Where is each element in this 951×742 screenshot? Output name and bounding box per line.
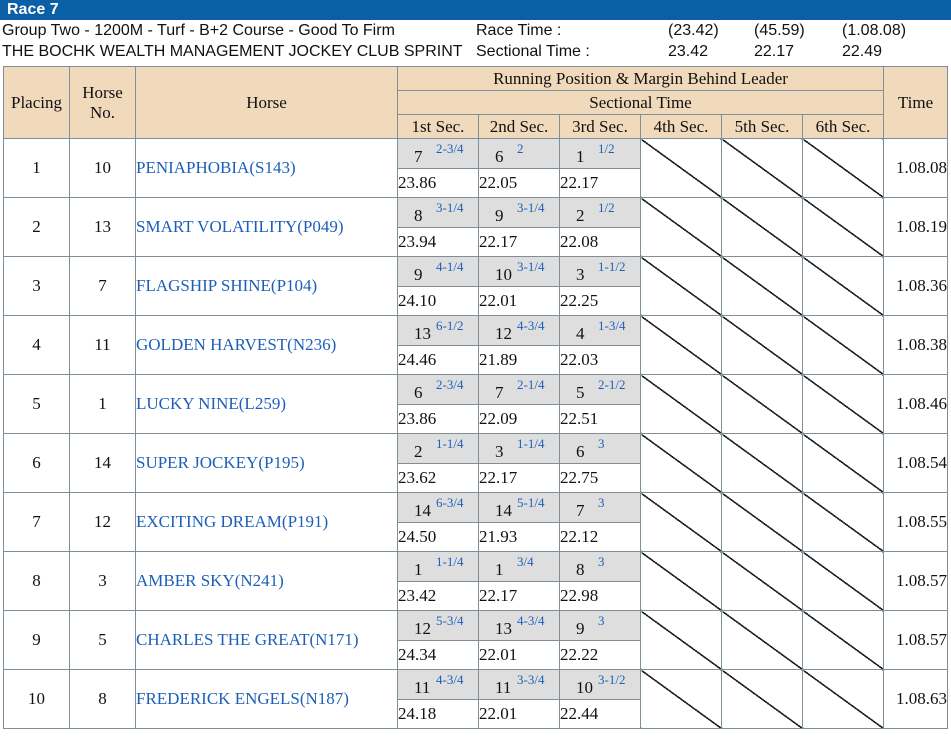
empty-section-cell: [722, 139, 803, 198]
horse-no-cell: 7: [70, 257, 136, 316]
sectional-time-cell: 22.17: [560, 169, 641, 198]
running-position-cell: [560, 375, 641, 405]
horse-link[interactable]: CHARLES THE GREAT(N171): [136, 630, 359, 649]
horse-link[interactable]: EXCITING DREAM(P191): [136, 512, 329, 531]
empty-section-cell: [803, 493, 884, 552]
margin-value: 5-1/4: [517, 495, 545, 510]
position-value: 3: [576, 265, 585, 284]
placing-cell: 6: [4, 434, 70, 493]
horse-link[interactable]: LUCKY NINE(L259): [136, 394, 286, 413]
empty-section-cell: [803, 257, 884, 316]
horse-no-header: Horse No.: [70, 67, 136, 139]
position-value: 9: [576, 619, 585, 638]
running-position-cell: [479, 198, 560, 228]
table-row: [4, 552, 948, 582]
running-position-cell: [479, 611, 560, 641]
horse-no-cell: 13: [70, 198, 136, 257]
table-row: [4, 670, 948, 700]
running-position-cell: [398, 611, 479, 641]
race-time-2: (45.59): [754, 22, 805, 39]
position-value: 7: [495, 383, 504, 402]
running-position-cell: [479, 375, 560, 405]
running-position-cell: [398, 434, 479, 464]
running-position-cell: [398, 552, 479, 582]
horse-no-cell: 11: [70, 316, 136, 375]
race-title-bar: [0, 0, 951, 20]
running-position-cell: [479, 552, 560, 582]
empty-section-cell: [641, 611, 722, 670]
position-value: 5: [576, 383, 585, 402]
horse-cell: [136, 198, 398, 257]
empty-section-cell: [641, 552, 722, 611]
running-position-header: Running Position & Margin Behind Leader: [398, 67, 884, 91]
position-value: 7: [414, 147, 423, 166]
results-body: [4, 139, 948, 729]
placing-cell: 3: [4, 257, 70, 316]
margin-value: 1-1/2: [598, 259, 626, 274]
margin-value: 4-1/4: [436, 259, 464, 274]
margin-value: 3: [598, 613, 605, 628]
empty-section-cell: [803, 434, 884, 493]
horse-no-cell: 5: [70, 611, 136, 670]
finish-time-cell: 1.08.54: [884, 434, 948, 493]
sectional-time-cell: 22.12: [560, 523, 641, 552]
margin-value: 3-1/4: [517, 259, 545, 274]
margin-value: 2-3/4: [436, 377, 464, 392]
position-value: 8: [576, 560, 585, 579]
position-value: 10: [576, 678, 593, 697]
sectional-time-cell: 22.08: [560, 228, 641, 257]
position-value: 7: [576, 501, 585, 520]
position-value: 13: [495, 619, 512, 638]
sectional-time-cell: 23.62: [398, 464, 479, 493]
horse-header: Horse: [136, 67, 398, 139]
running-position-cell: [560, 316, 641, 346]
sectional-time-cell: 21.93: [479, 523, 560, 552]
horse-link[interactable]: SMART VOLATILITY(P049): [136, 217, 344, 236]
sectional-time-cell: 24.46: [398, 346, 479, 375]
finish-time-cell: 1.08.08: [884, 139, 948, 198]
empty-section-cell: [722, 552, 803, 611]
margin-value: 2-1/2: [598, 377, 626, 392]
position-value: 2: [576, 206, 585, 225]
sectional-time-cell: 23.86: [398, 405, 479, 434]
finish-time-cell: 1.08.46: [884, 375, 948, 434]
empty-section-cell: [641, 493, 722, 552]
horse-cell: [136, 611, 398, 670]
sectional-time-cell: 23.86: [398, 169, 479, 198]
position-value: 9: [414, 265, 423, 284]
margin-value: 5-3/4: [436, 613, 464, 628]
empty-section-cell: [641, 670, 722, 729]
position-value: 6: [414, 383, 423, 402]
margin-value: 1-3/4: [598, 318, 626, 333]
sectional-time-cell: 21.89: [479, 346, 560, 375]
position-value: 11: [495, 678, 512, 697]
sectional-time-cell: 22.01: [479, 641, 560, 670]
placing-cell: 10: [4, 670, 70, 729]
margin-value: 4-3/4: [517, 318, 545, 333]
margin-value: 6-3/4: [436, 495, 464, 510]
table-row: [4, 139, 948, 169]
horse-link[interactable]: GOLDEN HARVEST(N236): [136, 335, 337, 354]
running-position-cell: [560, 493, 641, 523]
horse-cell: [136, 670, 398, 729]
horse-cell: [136, 375, 398, 434]
sec-6-header: 6th Sec.: [803, 115, 884, 139]
horse-link[interactable]: SUPER JOCKEY(P195): [136, 453, 305, 472]
horse-no-cell: 1: [70, 375, 136, 434]
position-value: 11: [414, 678, 431, 697]
empty-section-cell: [803, 316, 884, 375]
margin-value: 4-3/4: [436, 672, 464, 687]
finish-time-cell: 1.08.36: [884, 257, 948, 316]
position-value: 1: [414, 560, 423, 579]
running-position-cell: [398, 670, 479, 700]
margin-value: 3-1/4: [436, 200, 464, 215]
horse-no-cell: 3: [70, 552, 136, 611]
empty-section-cell: [803, 198, 884, 257]
horse-cell: [136, 316, 398, 375]
running-position-cell: [560, 139, 641, 169]
sectional-time-cell: 22.01: [479, 700, 560, 729]
finish-time-cell: 1.08.38: [884, 316, 948, 375]
empty-section-cell: [722, 257, 803, 316]
race-time-label: Race Time :: [476, 22, 562, 39]
horse-cell: [136, 139, 398, 198]
time-header: Time: [884, 67, 948, 139]
empty-section-cell: [641, 257, 722, 316]
sectional-time-cell: 24.10: [398, 287, 479, 316]
placing-cell: 1: [4, 139, 70, 198]
running-position-cell: [398, 375, 479, 405]
placing-cell: 4: [4, 316, 70, 375]
running-position-cell: [398, 257, 479, 287]
position-value: 8: [414, 206, 423, 225]
margin-value: 2-1/4: [517, 377, 545, 392]
margin-value: 1/2: [598, 141, 615, 156]
horse-cell: [136, 434, 398, 493]
sectional-time-cell: 22.03: [560, 346, 641, 375]
sectional-time-label: Sectional Time :: [476, 43, 590, 60]
race-time-1: (23.42): [668, 22, 719, 39]
running-position-cell: [560, 434, 641, 464]
sectional-time-cell: 22.25: [560, 287, 641, 316]
margin-value: 3: [598, 495, 605, 510]
horse-no-cell: 14: [70, 434, 136, 493]
sectional-time-cell: 22.05: [479, 169, 560, 198]
position-value: 13: [414, 324, 431, 343]
placing-header: Placing: [4, 67, 70, 139]
sectional-time-cell: 22.17: [479, 582, 560, 611]
margin-value: 2-3/4: [436, 141, 464, 156]
position-value: 9: [495, 206, 504, 225]
sec-1-header: 1st Sec.: [398, 115, 479, 139]
empty-section-cell: [722, 434, 803, 493]
race-title: Race 7: [7, 1, 59, 18]
running-position-cell: [479, 493, 560, 523]
sectional-time-cell: 22.98: [560, 582, 641, 611]
race-info-line2: THE BOCHK WEALTH MANAGEMENT JOCKEY CLUB SPRINT: [2, 43, 463, 60]
empty-section-cell: [803, 375, 884, 434]
empty-section-cell: [722, 670, 803, 729]
sectional-time-cell: 24.34: [398, 641, 479, 670]
sectional-time-cell: 23.94: [398, 228, 479, 257]
running-position-cell: [560, 552, 641, 582]
sectional-time-cell: 22.17: [479, 464, 560, 493]
position-value: 3: [495, 442, 504, 461]
horse-no-cell: 10: [70, 139, 136, 198]
position-value: 1: [495, 560, 504, 579]
margin-value: 1-1/4: [517, 436, 545, 451]
sectional-time-cell: 22.22: [560, 641, 641, 670]
finish-time-cell: 1.08.63: [884, 670, 948, 729]
empty-section-cell: [641, 434, 722, 493]
margin-value: 1-1/4: [436, 554, 464, 569]
sectional-time-1: 23.42: [668, 43, 709, 60]
running-position-cell: [560, 257, 641, 287]
sec-5-header: 5th Sec.: [722, 115, 803, 139]
table-row: [4, 434, 948, 464]
race-time-3: (1.08.08): [842, 22, 907, 39]
sectional-time-cell: 22.51: [560, 405, 641, 434]
sec-4-header: 4th Sec.: [641, 115, 722, 139]
sectional-time-cell: 24.18: [398, 700, 479, 729]
empty-section-cell: [722, 316, 803, 375]
position-value: 6: [495, 147, 504, 166]
position-value: 10: [495, 265, 512, 284]
horse-link[interactable]: FREDERICK ENGELS(N187): [136, 689, 349, 708]
empty-section-cell: [722, 493, 803, 552]
finish-time-cell: 1.08.57: [884, 552, 948, 611]
placing-cell: 9: [4, 611, 70, 670]
sectional-time-cell: 22.09: [479, 405, 560, 434]
race-info-line1: Group Two - 1200M - Turf - B+2 Course - Good To Firm: [2, 22, 395, 39]
running-position-cell: [479, 434, 560, 464]
running-position-cell: [398, 198, 479, 228]
empty-section-cell: [641, 375, 722, 434]
running-position-cell: [560, 198, 641, 228]
position-value: 4: [576, 324, 585, 343]
placing-cell: 2: [4, 198, 70, 257]
position-value: 12: [495, 324, 512, 343]
empty-section-cell: [803, 139, 884, 198]
empty-section-cell: [722, 198, 803, 257]
margin-value: 6-1/2: [436, 318, 464, 333]
empty-section-cell: [641, 316, 722, 375]
placing-cell: 8: [4, 552, 70, 611]
sec-3-header: 3rd Sec.: [560, 115, 641, 139]
margin-value: 3-1/2: [598, 672, 626, 687]
sectional-time-header: Sectional Time: [398, 91, 884, 115]
placing-cell: 7: [4, 493, 70, 552]
finish-time-cell: 1.08.19: [884, 198, 948, 257]
margin-value: 3-3/4: [517, 672, 545, 687]
running-position-cell: [479, 670, 560, 700]
table-row: [4, 257, 948, 287]
horse-link[interactable]: PENIAPHOBIA(S143): [136, 158, 296, 177]
results-table: [3, 66, 948, 729]
margin-value: 1-1/4: [436, 436, 464, 451]
running-position-cell: [560, 670, 641, 700]
empty-section-cell: [641, 139, 722, 198]
margin-value: 3: [598, 554, 605, 569]
running-position-cell: [398, 139, 479, 169]
position-value: 2: [414, 442, 423, 461]
position-value: 6: [576, 442, 585, 461]
empty-section-cell: [722, 611, 803, 670]
sectional-time-cell: 22.75: [560, 464, 641, 493]
sec-2-header: 2nd Sec.: [479, 115, 560, 139]
position-value: 1: [576, 147, 585, 166]
sectional-time-cell: 23.42: [398, 582, 479, 611]
placing-cell: 5: [4, 375, 70, 434]
margin-value: 4-3/4: [517, 613, 545, 628]
margin-value: 3: [598, 436, 605, 451]
running-position-cell: [479, 139, 560, 169]
table-row: [4, 493, 948, 523]
empty-section-cell: [641, 198, 722, 257]
margin-value: 3/4: [517, 554, 534, 569]
sectional-time-cell: 24.50: [398, 523, 479, 552]
horse-cell: [136, 552, 398, 611]
horse-no-cell: 12: [70, 493, 136, 552]
horse-cell: [136, 493, 398, 552]
empty-section-cell: [722, 375, 803, 434]
running-position-cell: [479, 257, 560, 287]
running-position-cell: [560, 611, 641, 641]
sectional-time-3: 22.49: [842, 43, 883, 60]
running-position-cell: [398, 493, 479, 523]
position-value: 14: [495, 501, 512, 520]
running-position-cell: [398, 316, 479, 346]
sectional-time-cell: 22.44: [560, 700, 641, 729]
table-row: [4, 198, 948, 228]
running-position-cell: [479, 316, 560, 346]
horse-cell: [136, 257, 398, 316]
margin-value: 3-1/4: [517, 200, 545, 215]
sectional-time-cell: 22.17: [479, 228, 560, 257]
sectional-time-cell: 22.01: [479, 287, 560, 316]
table-row: [4, 611, 948, 641]
empty-section-cell: [803, 670, 884, 729]
margin-value: 1/2: [598, 200, 615, 215]
empty-section-cell: [803, 611, 884, 670]
empty-section-cell: [803, 552, 884, 611]
margin-value: 2: [517, 141, 524, 156]
position-value: 14: [414, 501, 431, 520]
position-value: 12: [414, 619, 431, 638]
horse-link[interactable]: FLAGSHIP SHINE(P104): [136, 276, 318, 295]
finish-time-cell: 1.08.57: [884, 611, 948, 670]
finish-time-cell: 1.08.55: [884, 493, 948, 552]
horse-no-cell: 8: [70, 670, 136, 729]
table-row: [4, 375, 948, 405]
horse-link[interactable]: AMBER SKY(N241): [136, 571, 284, 590]
sectional-time-2: 22.17: [754, 43, 795, 60]
table-row: [4, 316, 948, 346]
